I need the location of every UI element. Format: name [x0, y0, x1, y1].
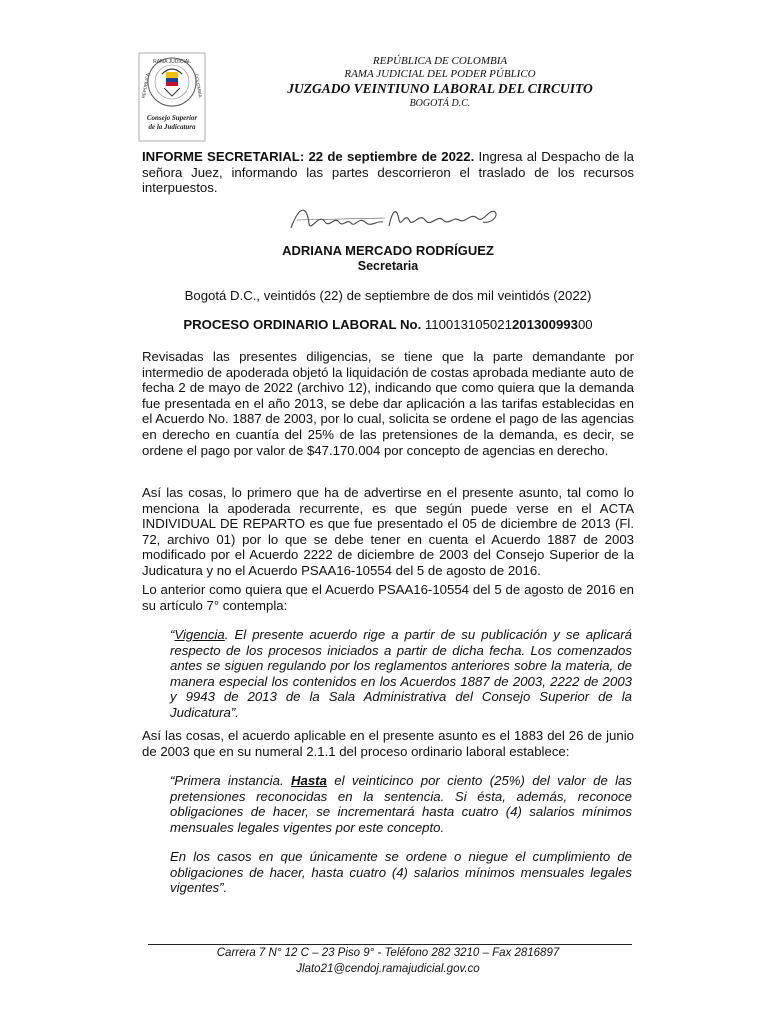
signatory-name: ADRIANA MERCADO RODRÍGUEZ — [282, 243, 494, 258]
handwritten-signature — [285, 198, 515, 236]
proceso-label: PROCESO ORDINARIO LABORAL No. — [183, 317, 422, 332]
informe-date: INFORME SECRETARIAL: 22 de septiembre de 2022. — [142, 149, 475, 164]
quote1-text: . El presente acuerdo rige a partir de su publicación y se aplicará respecto de los procesos iniciados a partir de dicha fecha. Los comenzados antes se siguen regulando por los reglamentos anteriores sobre la materia, de manera especial los contenidos en los Acuerdos 1887 de 2003, 2222 de 2003 y 9943 de 2013 de la Sala Administrativa del Consejo Superior de la Judicatura — [170, 627, 632, 720]
quote2-bold: Hasta — [290, 773, 327, 788]
quote2-text: el veinticinco por ciento (25%) del valor de las pretensiones reconocidas en la sentencia. Si ésta, además, reconoce obligaciones de hacer, se incrementará hasta cuatro (4) salarios mínimos mensuales legales vigentes por este concepto. — [170, 773, 632, 835]
quote-primera-instancia — [170, 773, 632, 835]
quote1-close: ”. — [230, 704, 239, 720]
informe-text: Ingresa al Despacho de la señora Juez, informando las partes descorrieron el traslado de los recursos interpuestos. — [142, 149, 635, 196]
footer-email: Jlato21@cendoj.ramajudicial.gov.co — [296, 963, 480, 975]
header-country: REPÚBLICA DE COLOMBIA — [372, 55, 508, 67]
quote-vigencia — [170, 627, 632, 721]
quote1-underlined: Vigencia — [174, 627, 225, 642]
proceso-number-b: 20130099 — [511, 317, 571, 332]
date-line: Bogotá D.C., veintidós (22) de septiembre de dos mil veintidós (2022) — [184, 288, 592, 303]
header-court: JUZGADO VEINTIUNO LABORAL DEL CIRCUITO — [287, 81, 593, 96]
footer-divider — [148, 944, 632, 945]
paragraph-1: Revisadas las presentes diligencias, se tiene que la parte demandante por intermedio de apoderada objetó la liquidación de costas aprobada mediante auto de fecha 2 de mayo de 2022 (archivo 12), indicando que como quiera que la demanda fue presentada en el año 2013, se debe dar aplicación a las tarifas establecidas en el Acuerdo No. 1887 de 2003, por lo cual, solicita se ordene el pago de las agencias en derecho en cuantía del 25% de las pretensiones de la demanda, es decir, se ordene el pago por valor de $47.170.004 por concepto de agencias en derecho. — [142, 349, 634, 458]
logo-bottom-line1: Consejo Superior — [146, 114, 198, 122]
quote-obligaciones: En los casos en que únicamente se ordene o niegue el cumplimiento de obligaciones de hacer, hasta cuatro (4) salarios mínimos mensuales legales vigentes”. — [170, 849, 632, 896]
logo-bottom-line2: de la Judicatura — [148, 123, 196, 131]
paragraph-3: Lo anterior como quiera que el Acuerdo PSAA16-10554 del 5 de agosto de 2016 en su artículo 7° contempla: — [142, 582, 634, 613]
proceso-line — [142, 317, 634, 333]
quote1-open: “ — [170, 627, 175, 642]
informe-secretarial — [142, 149, 634, 196]
logo-top-text: RAMA JUDICIAL — [153, 59, 191, 65]
proceso-number-c: 3 — [570, 317, 578, 332]
header-branch: RAMA JUDICIAL DEL PODER PÚBLICO — [344, 68, 536, 80]
signatory-role: Secretaria — [357, 259, 419, 273]
svg-text:COLOMBIA: COLOMBIA — [193, 73, 204, 98]
svg-text:REPÚBLICA: REPÚBLICA — [140, 72, 151, 99]
quote2-open: “Primera instancia. — [170, 773, 291, 788]
consejo-judicatura-logo — [138, 52, 206, 142]
proceso-number-d: 00 — [577, 317, 593, 332]
proceso-number-a: 110013105021 — [421, 317, 512, 332]
court-header — [250, 55, 630, 110]
paragraph-4: Así las cosas, el acuerdo aplicable en el presente asunto es el 1883 del 26 de junio de 2003 que en su numeral 2.1.1 del proceso ordinario laboral establece: — [142, 728, 634, 759]
footer-address: Carrera 7 N° 12 C – 23 Piso 9° - Teléfono 282 3210 – Fax 2816897 — [216, 947, 560, 959]
paragraph-2: Así las cosas, lo primero que ha de advertirse en el presente asunto, tal como lo menciona la apoderada recurrente, es que según puede verse en el ACTA INDIVIDUAL DE REPARTO es que fue presentado el 05 de diciembre de 2013 (Fl. 72, archivo 01) por lo que se debe tener en cuenta el Acuerdo 1887 de 2003 modificado por el Acuerdo 2222 de diciembre de 2003 del Consejo Superior de la Judicatura y no el Acuerdo PSAA16-10554 del 5 de agosto de 2016. — [142, 485, 634, 578]
header-city: BOGOTÁ D.C. — [409, 98, 471, 109]
